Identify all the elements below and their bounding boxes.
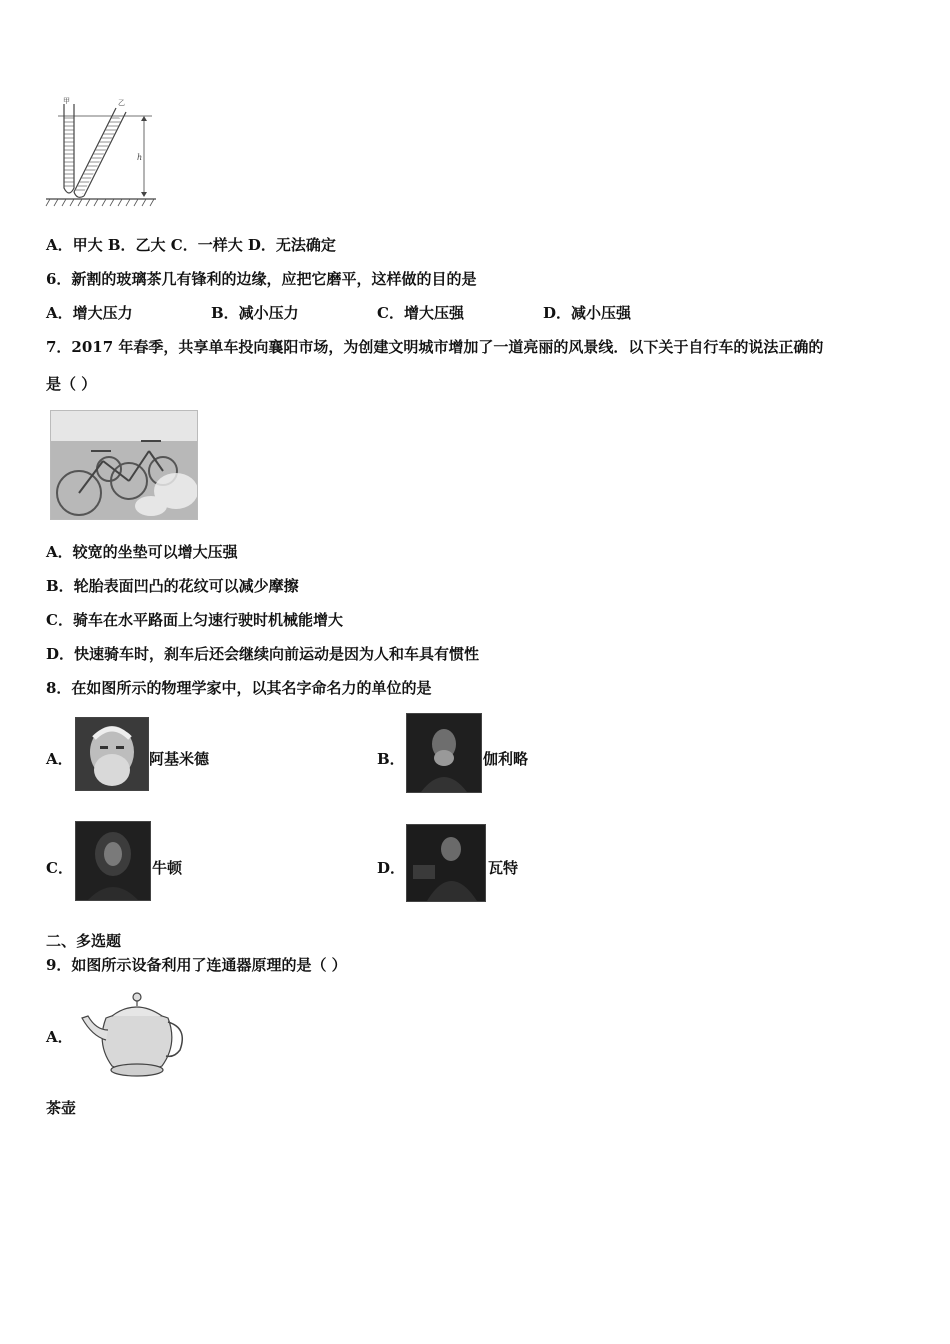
q8-stem: 8．在如图所示的物理学家中，以其名字命名力的单位的是 (46, 679, 432, 697)
q6-option-a: A．增大压力 (46, 304, 133, 322)
q7-option-b: B．轮胎表面凹凸的花纹可以减少摩擦 (46, 577, 299, 595)
archimedes-portrait (75, 717, 149, 791)
q5-options: A．甲大 B．乙大 C．一样大 D．无法确定 (46, 236, 336, 254)
q8-option-d-letter: D． (377, 859, 406, 877)
q6-option-b: B．减小压力 (211, 304, 299, 322)
q7-option-d: D．快速骑车时，刹车后还会继续向前运动是因为人和车具有惯性 (46, 645, 480, 663)
section-title: 二、多选题 (46, 932, 122, 950)
q7-stem-line1: 7．2017 年春季，共享单车投向襄阳市场，为创建文明城市增加了一道亮丽的风景线．以下关于自行车的说法正确的 (46, 338, 824, 356)
q8-option-a-letter: A． (46, 750, 73, 768)
q9-option-a-caption: 茶壶 (46, 1099, 77, 1117)
bicycle-photo (50, 410, 198, 520)
teapot-illustration (76, 988, 188, 1080)
q8-option-b-name: 伽利略 (483, 750, 529, 768)
label-yi: 乙 (118, 99, 125, 107)
q7-option-c: C．骑车在水平路面上匀速行驶时机械能增大 (46, 611, 343, 629)
q9-stem: 9．如图所示设备利用了连通器原理的是（ ） (46, 956, 347, 974)
q8-option-d-name: 瓦特 (488, 859, 519, 877)
newton-portrait (75, 821, 151, 901)
galileo-portrait (406, 713, 482, 793)
q7-option-a: A．较宽的坐垫可以增大压强 (46, 543, 238, 561)
tube-figure (44, 96, 159, 212)
q7-stem-line2: 是（ ） (46, 375, 97, 393)
q6-option-c: C．增大压强 (377, 304, 464, 322)
q8-option-c-name: 牛顿 (152, 859, 183, 877)
label-jia: 甲 (63, 97, 70, 105)
q6-option-d: D．减小压强 (543, 304, 632, 322)
label-h: h (137, 153, 143, 162)
q9-option-a-letter: A． (46, 1028, 73, 1046)
watt-portrait (406, 824, 486, 902)
q6-stem: 6．新割的玻璃茶几有锋利的边缘，应把它磨平，这样做的目的是 (46, 270, 477, 288)
q8-option-a-name: 阿基米德 (149, 750, 210, 768)
q8-option-c-letter: C． (46, 859, 73, 877)
q8-option-b-letter: B． (377, 750, 405, 768)
